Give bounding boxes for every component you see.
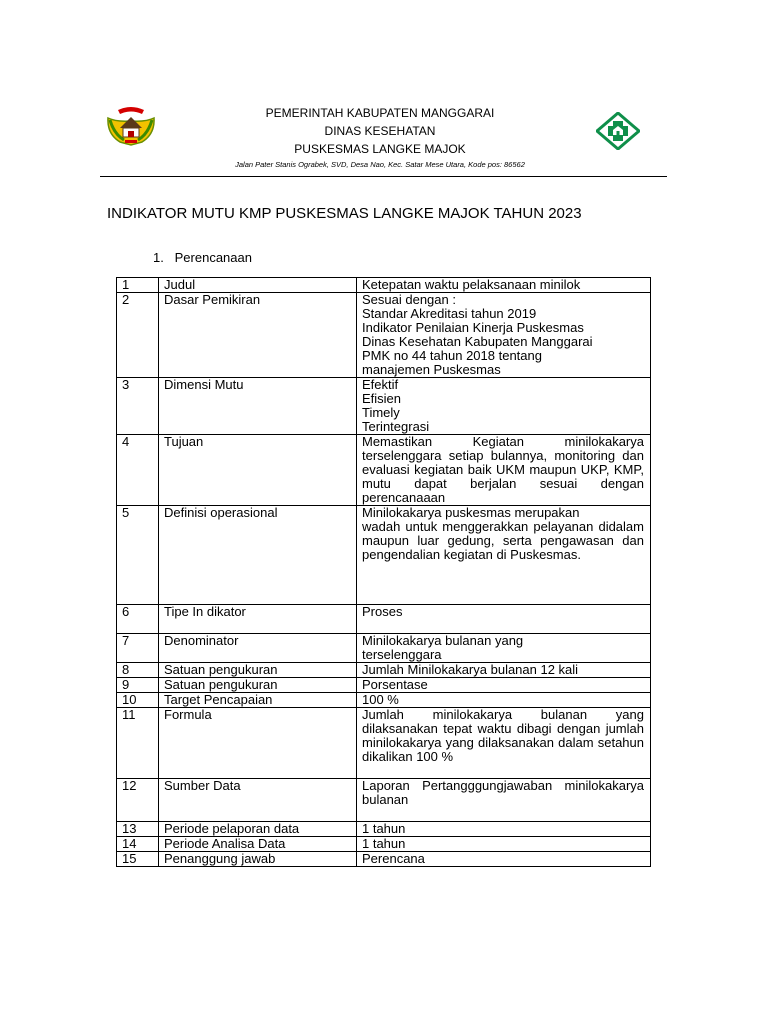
row-label: Judul (159, 278, 357, 293)
value-line: Dinas Kesehatan Kabupaten Manggarai (362, 334, 593, 349)
value-line: Sesuai dengan : (362, 292, 456, 307)
value-line: Efektif (362, 377, 399, 392)
row-label: Periode Analisa Data (159, 837, 357, 852)
table-row (117, 634, 651, 663)
row-label: Tipe In dikator (159, 605, 357, 634)
row-number: 6 (117, 605, 159, 634)
letterhead-address: Jalan Pater Stanis Ograbek, SVD, Desa Nao, Kec. Satar Mese Utara, Kode pos: 86562 (235, 160, 525, 169)
row-number: 1 (117, 278, 159, 293)
table-row (117, 278, 651, 293)
table-row (117, 822, 651, 837)
row-number: 10 (117, 693, 159, 708)
value-line: Porsentase (362, 677, 428, 692)
row-label: Sumber Data (159, 779, 357, 822)
value-line: Proses (362, 604, 403, 619)
row-value (357, 663, 651, 678)
row-label: Satuan pengukuran (159, 663, 357, 678)
row-value (357, 278, 651, 293)
table-row (117, 708, 651, 779)
row-number: 2 (117, 293, 159, 378)
row-value (357, 378, 651, 435)
value-line: PMK no 44 tahun 2018 tentang manajemen Puskesmas (362, 348, 542, 377)
letterhead-divider (100, 176, 667, 177)
table-row (117, 779, 651, 822)
section-label: Perencanaan (174, 250, 252, 265)
letterhead (0, 0, 768, 180)
row-label: Dimensi Mutu (159, 378, 357, 435)
value-line: Memastikan Kegiatan minilokakarya terselenggara setiap bulannya, monitoring dan evaluasi kegiatan baik UKM maupun UKP, KMP, mutu dapat berjalan sesuai dengan perencanaaan (362, 434, 644, 505)
row-number: 7 (117, 634, 159, 663)
row-label: Periode pelaporan data (159, 822, 357, 837)
row-label: Tujuan (159, 435, 357, 506)
row-number: 3 (117, 378, 159, 435)
row-label: Formula (159, 708, 357, 779)
row-number: 11 (117, 708, 159, 779)
row-number: 13 (117, 822, 159, 837)
row-value (357, 293, 651, 378)
table-row (117, 506, 651, 605)
indicator-table (116, 277, 651, 867)
row-value (357, 634, 651, 663)
row-label: Denominator (159, 634, 357, 663)
row-value (357, 506, 651, 605)
row-number: 15 (117, 852, 159, 867)
row-number: 8 (117, 663, 159, 678)
value-line: Jumlah Minilokakarya bulanan 12 kali (362, 662, 579, 677)
row-number: 5 (117, 506, 159, 605)
value-line: Terintegrasi (362, 419, 430, 434)
value-line: Minilokakarya puskesmas merupakan (362, 505, 580, 520)
row-value (357, 605, 651, 634)
value-line: Timely (362, 405, 400, 420)
value-line: 1 tahun (362, 821, 406, 836)
value-line: wadah untuk menggerakkan pelayanan didalam maupun luar gedung, serta pengawasan dan pengendalian kegiatan di Puskesmas. (362, 519, 644, 562)
section-number: 1. (153, 250, 164, 265)
value-line: 100 % (362, 692, 399, 707)
row-value (357, 852, 651, 867)
letterhead-department: DINAS KESEHATAN (324, 124, 436, 138)
row-value (357, 678, 651, 693)
row-label: Definisi operasional (159, 506, 357, 605)
table-row (117, 293, 651, 378)
table-row (117, 837, 651, 852)
table-row (117, 663, 651, 678)
value-line: Ketepatan waktu pelaksanaan minilok (362, 277, 581, 292)
table-row (117, 693, 651, 708)
table-row (117, 852, 651, 867)
puskesmas-cross-house-icon (596, 112, 640, 150)
letterhead-government: PEMERINTAH KABUPATEN MANGGARAI (265, 106, 495, 120)
value-line: Jumlah minilokakarya bulanan yang dilaksanakan tepat waktu dibagi dengan jumlah minilokakarya yang dilaksanakan dalam setahun dikalikan 100 % (362, 707, 644, 764)
value-line: Efisien (362, 391, 402, 406)
row-label: Penanggung jawab (159, 852, 357, 867)
row-number: 12 (117, 779, 159, 822)
row-value (357, 822, 651, 837)
value-line: Minilokakarya bulanan yang terselenggara (362, 633, 524, 662)
row-label: Satuan pengukuran (159, 678, 357, 693)
table-row (117, 378, 651, 435)
row-number: 14 (117, 837, 159, 852)
row-value (357, 779, 651, 822)
row-number: 4 (117, 435, 159, 506)
table-row (117, 435, 651, 506)
value-line: Perencana (362, 851, 425, 866)
row-value (357, 693, 651, 708)
document-title: INDIKATOR MUTU KMP PUSKESMAS LANGKE MAJOK TAHUN 2023 (107, 205, 582, 222)
row-value (357, 708, 651, 779)
row-label: Target Pencapaian (159, 693, 357, 708)
row-value (357, 435, 651, 506)
row-value (357, 837, 651, 852)
manggarai-regency-crest-icon (106, 104, 156, 146)
table-row (117, 678, 651, 693)
section-heading (153, 250, 252, 265)
value-line: 1 tahun (362, 836, 406, 851)
table-row (117, 605, 651, 634)
value-line: Indikator Penilaian Kinerja Puskesmas (362, 320, 584, 335)
row-number: 9 (117, 678, 159, 693)
value-line: Laporan Pertangggungjawaban minilokakarya bulanan (362, 778, 644, 807)
value-line: Standar Akreditasi tahun 2019 (362, 306, 537, 321)
row-label: Dasar Pemikiran (159, 293, 357, 378)
letterhead-unit: PUSKESMAS LANGKE MAJOK (294, 142, 466, 156)
